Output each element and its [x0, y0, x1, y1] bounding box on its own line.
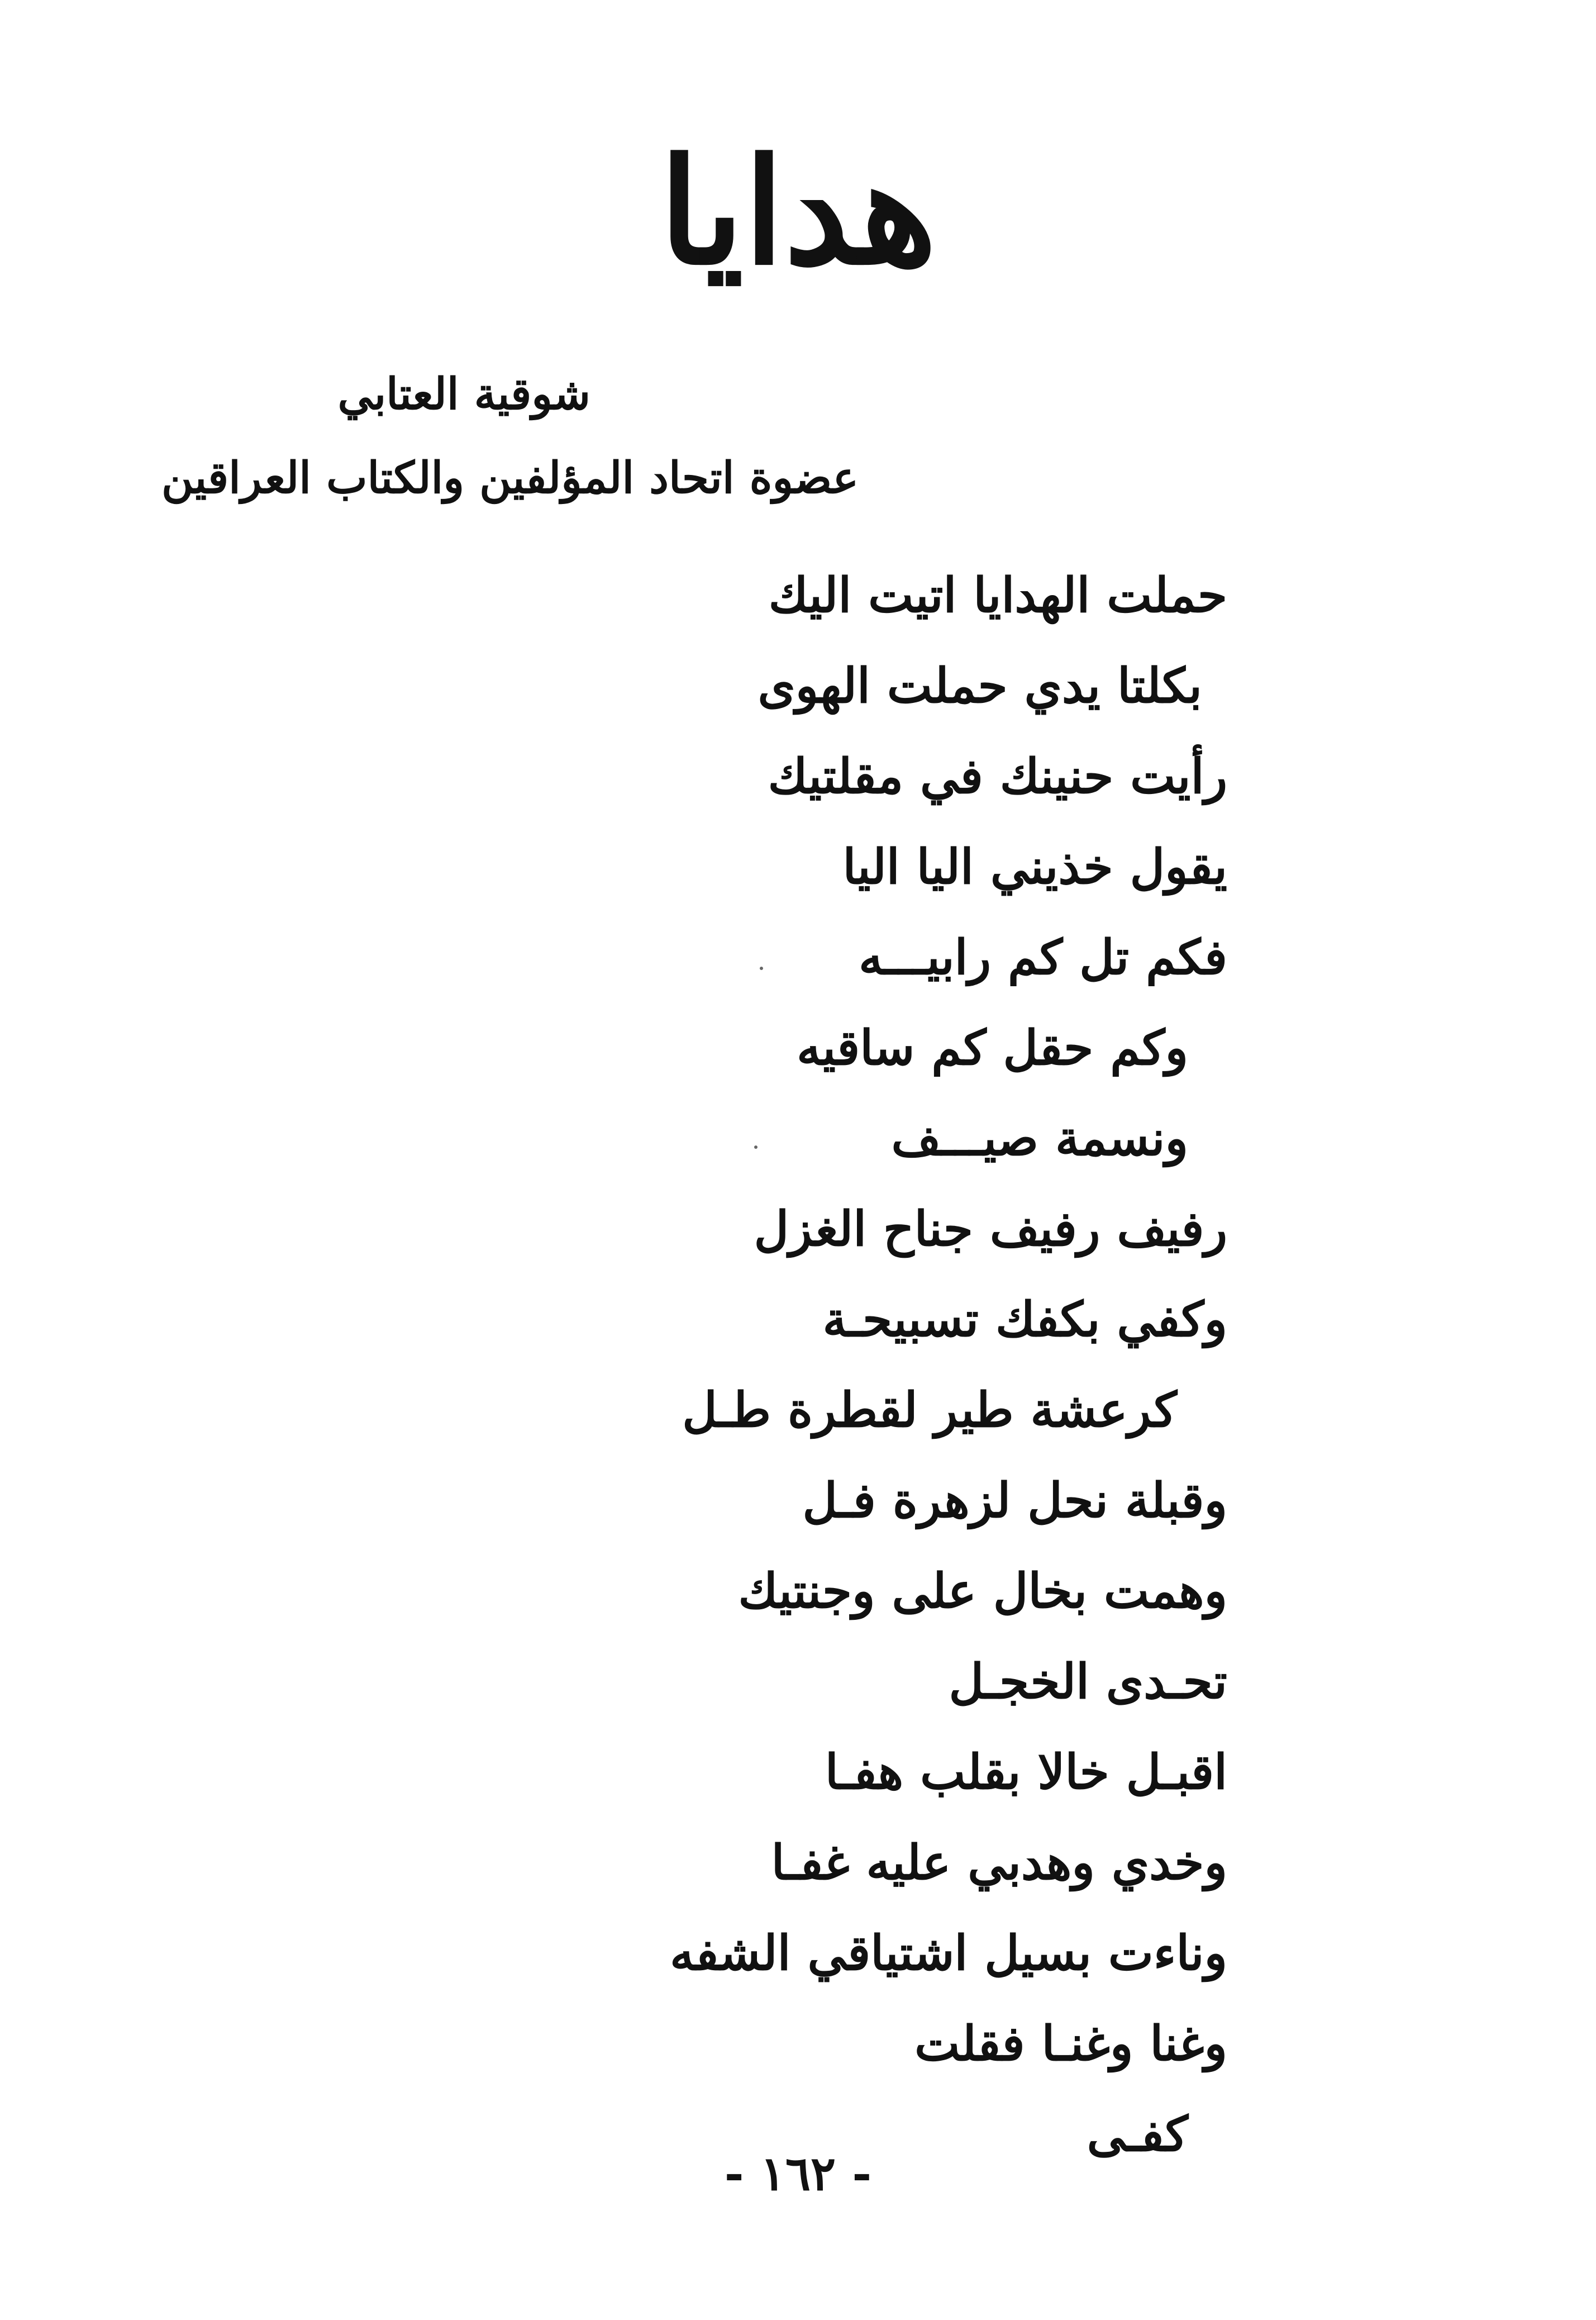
poem-line: وكفي بكفك تسبيحـة	[822, 1291, 1227, 1348]
poem-line: كرعشة طير لقطرة طـل	[682, 1382, 1177, 1438]
poem-line: يقول خذيني اليا اليا	[842, 839, 1227, 895]
poem-line: وغنا وغنـا فقلت	[914, 2015, 1227, 2072]
page-number: - ١٦٢ -	[724, 2146, 872, 2201]
poem-line: وكم حقل كم ساقيه	[797, 1020, 1188, 1076]
poem-line: تحـدى الخجـل	[949, 1653, 1227, 1710]
poem-line: بكلتا يدي حملت الهوى	[757, 658, 1202, 714]
speck-mark	[754, 1145, 757, 1149]
poem-line: وناءت بسيل اشتياقي الشفه	[670, 1925, 1227, 1981]
speck-mark	[760, 967, 763, 970]
poem-line: حملت الهدايا اتيت اليك	[768, 567, 1227, 624]
poem-line: ونسمة صيـــف	[891, 1110, 1188, 1167]
poem-line: رفيف رفيف جناح الغزل	[754, 1201, 1227, 1257]
poem-line: وخدي وهدبي عليه غفـا	[771, 1834, 1227, 1891]
poem-line: وقبلة نحل لزهرة فـل	[802, 1472, 1227, 1529]
poem-body	[445, 550, 1227, 2180]
author-affiliation: عضوة اتحاد المؤلفين والكتاب العراقين	[161, 453, 859, 503]
poem-line: كفـى	[1087, 2106, 1188, 2162]
poem-line: اقبـل خالا بقلب هفـا	[825, 1744, 1227, 1800]
author-name: شوقية العتابي	[337, 369, 590, 420]
poem-line: فكم تل كم رابيـــه	[859, 929, 1227, 986]
poem-line: رأيت حنينك في مقلتيك	[768, 748, 1227, 805]
poem-line: وهمت بخال على وجنتيك	[738, 1563, 1227, 1619]
poem-title: هدايا	[659, 127, 937, 297]
